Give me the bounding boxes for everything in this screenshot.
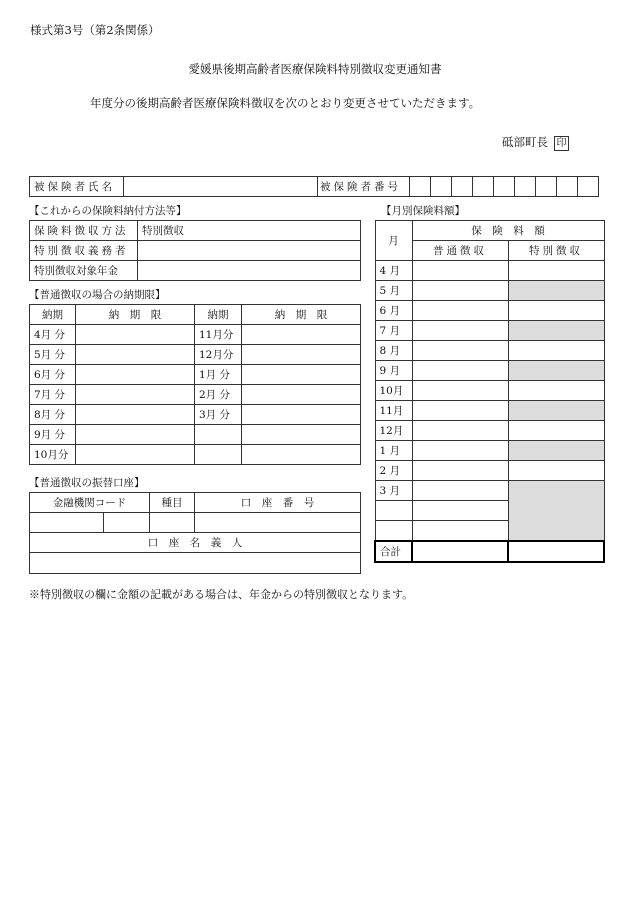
month-label: 11月 [375,401,412,421]
collection-method-value: 特別徴収 [138,221,361,241]
normal-amount[interactable] [412,361,508,381]
month-label: 5 月 [375,281,412,301]
deadline-header-date: 納 期 限 [76,305,195,325]
deadline-period: 1月 分 [195,365,242,385]
target-pension-value[interactable] [138,261,361,281]
special-amount-shaded [508,481,604,542]
insured-number-digit[interactable] [473,177,494,197]
month-label: 1 月 [375,441,412,461]
deadline-date[interactable] [242,345,361,365]
withholding-agent-label: 特別徴収義務者 [30,241,138,261]
deadline-header-period: 納期 [195,305,242,325]
deadline-date-empty [242,425,361,445]
deadline-period: 7月 分 [30,385,76,405]
deadline-period: 9月 分 [30,425,76,445]
deadline-date[interactable] [242,405,361,425]
account-table [29,492,361,574]
normal-amount[interactable] [412,261,508,281]
month-label-empty [375,521,412,542]
normal-amount[interactable] [412,461,508,481]
special-collection-header: 特別徴収 [508,241,604,261]
insured-number-digit[interactable] [557,177,578,197]
special-amount[interactable] [508,261,604,281]
deadline-date[interactable] [76,345,195,365]
account-type-field[interactable] [150,513,195,533]
deadline-date[interactable] [76,385,195,405]
special-amount[interactable] [508,301,604,321]
deadline-period: 3月 分 [195,405,242,425]
deadline-date[interactable] [76,445,195,465]
insured-number-digit[interactable] [410,177,431,197]
deadline-period: 6月 分 [30,365,76,385]
method-section-title: 【これからの保険料納付方法等】 [29,205,187,217]
normal-amount[interactable] [412,341,508,361]
insured-number-digit[interactable] [494,177,515,197]
normal-amount[interactable] [412,401,508,421]
normal-amount[interactable] [412,381,508,401]
deadline-date[interactable] [76,425,195,445]
total-special-amount[interactable] [508,541,604,562]
account-number-header: 口 座 番 号 [195,493,361,513]
deadline-period-empty [195,425,242,445]
normal-amount[interactable] [412,501,508,521]
deadline-date[interactable] [242,385,361,405]
special-amount[interactable] [508,341,604,361]
normal-amount[interactable] [412,481,508,501]
special-amount[interactable] [508,381,604,401]
insured-number-digit[interactable] [578,177,599,197]
special-amount-shaded [508,321,604,341]
month-label: 9 月 [375,361,412,381]
month-header: 月 [375,221,412,261]
branch-code-field[interactable] [104,513,150,533]
insured-number-digit[interactable] [452,177,473,197]
collection-method-label: 保険料徴収方法 [30,221,138,241]
document-title: 愛媛県後期高齢者医療保険料特別徴収変更通知書 [188,62,442,76]
normal-amount[interactable] [412,421,508,441]
intro-text: 年度分の後期高齢者医療保険料徴収を次のとおり変更させていただきます。 [90,96,481,110]
deadline-date[interactable] [242,325,361,345]
deadline-header-period: 納期 [30,305,76,325]
month-label: 2 月 [375,461,412,481]
deadline-period: 12月分 [195,345,242,365]
withholding-agent-value[interactable] [138,241,361,261]
normal-collection-header: 普通徴収 [412,241,508,261]
deadline-period: 11月分 [195,325,242,345]
deadline-period: 10月分 [30,445,76,465]
deadline-period: 5月 分 [30,345,76,365]
special-amount[interactable] [508,461,604,481]
deadline-date[interactable] [76,325,195,345]
month-label: 4 月 [375,261,412,281]
deadline-date[interactable] [76,365,195,385]
special-amount-shaded [508,361,604,381]
account-holder-header: 口 座 名 義 人 [30,533,361,553]
account-number-field[interactable] [195,513,361,533]
footnote: ※特別徴収の欄に金額の記載がある場合は、年金からの特別徴収となります。 [29,588,414,601]
total-normal-amount[interactable] [412,541,508,562]
deadline-period-empty [195,445,242,465]
normal-amount[interactable] [412,321,508,341]
insured-number-digit[interactable] [536,177,557,197]
normal-amount[interactable] [412,301,508,321]
normal-amount[interactable] [412,281,508,301]
month-label: 7 月 [375,321,412,341]
issuer-name: 砥部町長 [502,135,548,149]
deadline-date[interactable] [76,405,195,425]
insured-name-label: 被保険者氏名 [30,177,124,197]
deadline-section-title: 【普通徴収の場合の納期限】 [29,289,166,301]
bank-code-field[interactable] [30,513,104,533]
month-label: 12月 [375,421,412,441]
insured-number-label: 被保険者番号 [318,177,410,197]
deadline-period: 2月 分 [195,385,242,405]
total-label: 合計 [375,541,412,562]
deadline-table [29,304,361,465]
normal-amount[interactable] [412,441,508,461]
month-label: 6 月 [375,301,412,321]
deadline-date-empty [242,445,361,465]
account-section-title: 【普通徴収の振替口座】 [29,477,145,489]
form-number: 様式第3号（第2条関係） [30,23,160,37]
deadline-date[interactable] [242,365,361,385]
account-holder-field[interactable] [30,553,361,574]
insured-number-digit[interactable] [431,177,452,197]
monthly-table [374,220,605,563]
month-label: 8 月 [375,341,412,361]
special-amount-shaded [508,281,604,301]
deadline-period: 4月 分 [30,325,76,345]
deadline-period: 8月 分 [30,405,76,425]
month-label-empty [375,501,412,521]
month-label: 10月 [375,381,412,401]
month-label: 3 月 [375,481,412,501]
bank-code-header: 金融機関コード [30,493,150,513]
account-type-header: 種目 [150,493,195,513]
deadline-header-date: 納 期 限 [242,305,361,325]
special-amount[interactable] [508,421,604,441]
insured-number-digit[interactable] [515,177,536,197]
special-amount-shaded [508,441,604,461]
normal-amount[interactable] [412,521,508,542]
insured-name-field[interactable] [124,177,318,197]
monthly-section-title: 【月別保険料額】 [381,205,465,217]
premium-header: 保 険 料 額 [412,221,604,241]
target-pension-label: 特別徴収対象年金 [30,261,138,281]
special-amount-shaded [508,401,604,421]
seal-stamp: 印 [554,136,569,151]
issuer-block [502,134,569,151]
method-table [29,220,361,281]
insured-table [29,176,599,197]
